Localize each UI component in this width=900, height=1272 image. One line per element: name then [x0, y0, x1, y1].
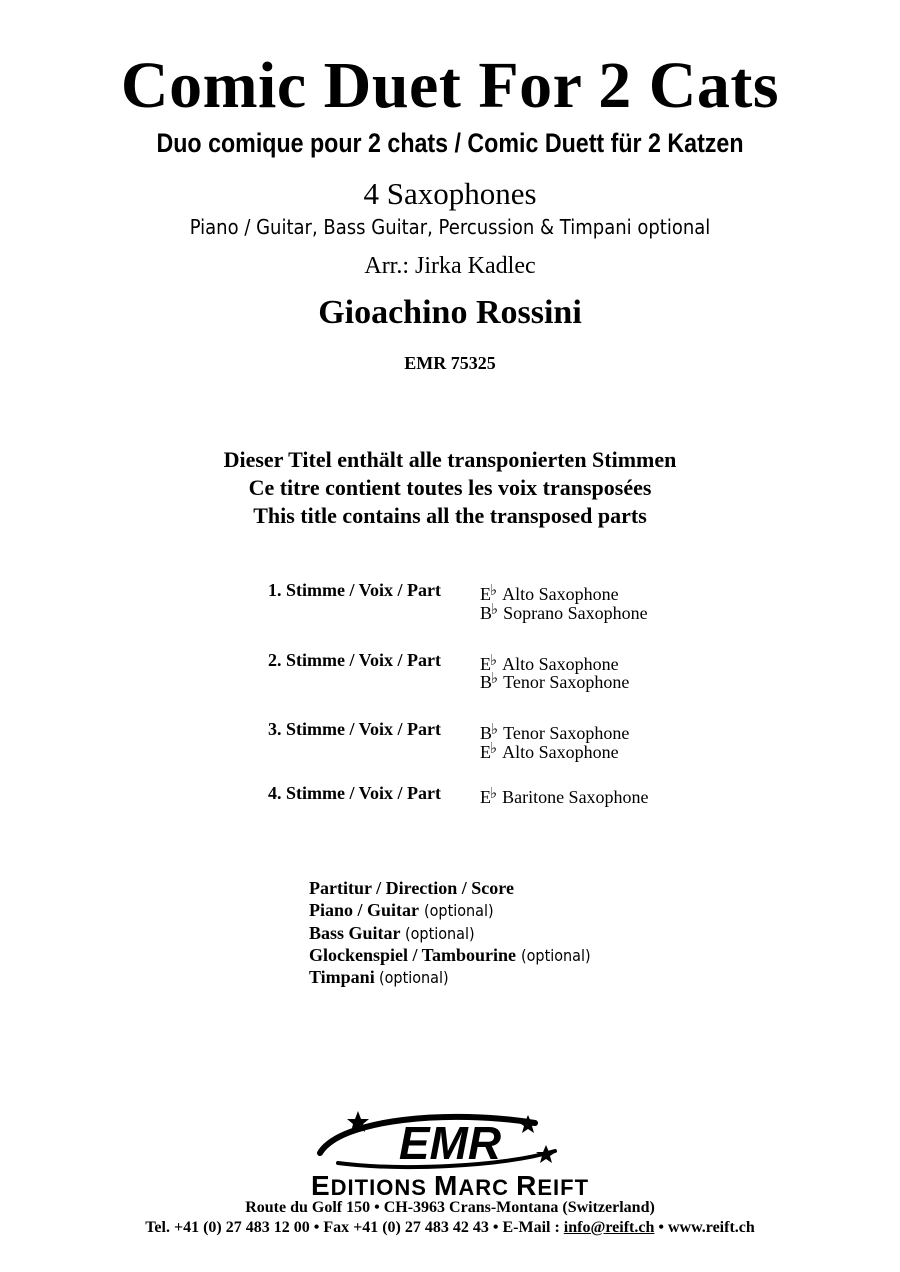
instrument-key: E — [480, 584, 491, 604]
instrument-line — [480, 670, 629, 692]
extra-name: Partitur / Direction / Score — [309, 878, 514, 898]
extra-item — [309, 878, 514, 899]
instrument-key: E — [480, 787, 491, 807]
flat-icon: ♭ — [491, 722, 499, 738]
instrument-name: Alto Saxophone — [502, 742, 619, 762]
arranger: Arr.: Jirka Kadlec — [364, 253, 536, 279]
flat-icon: ♭ — [490, 741, 498, 757]
instrument-key: B — [480, 603, 493, 623]
extra-note: (optional) — [379, 968, 449, 987]
note-german: Dieser Titel enthält alle transponierten Stimmen — [223, 447, 677, 472]
logo-text: EMR — [398, 1117, 502, 1169]
extra-item — [309, 967, 457, 988]
extra-item — [309, 923, 482, 944]
instrument-line — [480, 601, 648, 623]
title: Comic Duet For 2 Cats — [120, 49, 780, 122]
optional-instruments: Piano / Guitar, Bass Guitar, Percussion & Timpani optional — [189, 215, 711, 239]
instrument-key: E — [480, 654, 491, 674]
instrument-line — [480, 785, 649, 807]
note-english: This title contains all the transposed parts — [253, 503, 647, 528]
instrument-name: Alto Saxophone — [502, 584, 619, 604]
instrumentation: 4 Saxophones — [363, 176, 537, 211]
instrument-key: B — [480, 723, 493, 743]
extra-note: (optional) — [423, 901, 494, 920]
catalog-code: EMR 75325 — [404, 353, 496, 373]
publisher-brand: EDITIONS MARC REIFT — [310, 1170, 590, 1201]
flat-icon: ♭ — [490, 653, 498, 669]
part-label: 3. Stimme / Voix / Part — [268, 719, 441, 739]
instrument-key: B — [480, 672, 493, 692]
extra-name: Bass Guitar — [309, 923, 401, 943]
part-label: 1. Stimme / Voix / Part — [268, 580, 441, 600]
instrument-line — [480, 740, 619, 762]
instrument-name: Tenor Saxophone — [503, 672, 630, 692]
flat-icon: ♭ — [490, 583, 498, 599]
part-label: 2. Stimme / Voix / Part — [268, 650, 441, 670]
extra-item — [309, 900, 501, 921]
instrument-name: Baritone Saxophone — [502, 787, 649, 807]
extra-item — [309, 945, 598, 966]
extra-name: Piano / Guitar — [309, 900, 420, 920]
extra-name: Glockenspiel / Tambourine — [309, 945, 517, 965]
part-label: 4. Stimme / Voix / Part — [268, 783, 441, 803]
composer: Gioachino Rossini — [318, 294, 582, 331]
email-link[interactable]: info@reift.ch — [563, 1219, 655, 1236]
instrument-name: Alto Saxophone — [502, 654, 619, 674]
instrument-name: Soprano Saxophone — [503, 603, 648, 623]
note-french: Ce titre contient toutes les voix transposées — [248, 475, 652, 500]
instrument-name: Tenor Saxophone — [503, 723, 630, 743]
publisher-address: Route du Golf 150 • CH-3963 Crans-Montana (Switzerland) — [245, 1199, 655, 1216]
subtitle: Duo comique pour 2 chats / Comic Duett für 2 Katzen — [156, 128, 744, 158]
extra-note: (optional) — [405, 924, 475, 943]
publisher-contact: Tel. +41 (0) 27 483 12 00 • Fax +41 (0) 27 483 42 43 • E-Mail : info@reift.ch • www.reift.ch — [145, 1219, 755, 1236]
flat-icon: ♭ — [490, 786, 498, 802]
instrument-key: E — [480, 742, 491, 762]
flat-icon: ♭ — [491, 602, 499, 618]
emr-logo — [300, 1105, 600, 1175]
flat-icon: ♭ — [491, 671, 499, 687]
extra-note: (optional) — [520, 946, 591, 965]
extra-name: Timpani — [309, 967, 375, 987]
